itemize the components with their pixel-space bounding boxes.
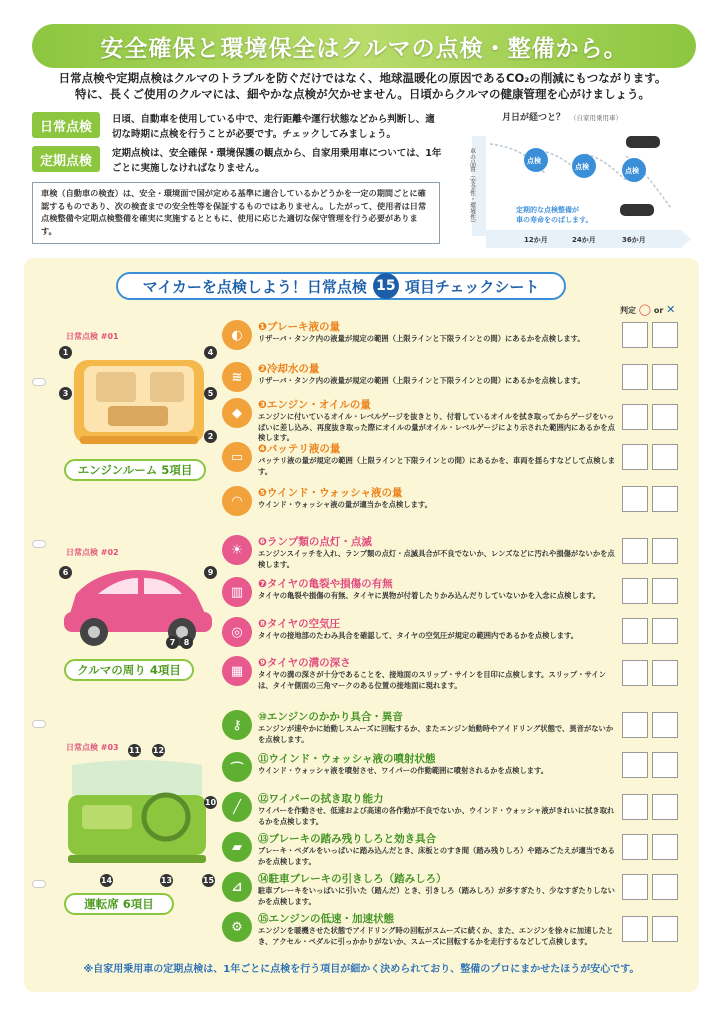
parking-brake-icon: ⊿: [222, 872, 252, 902]
check-item-5: [222, 486, 617, 516]
check-item-11: [222, 752, 617, 782]
check-item-10: [222, 710, 617, 745]
section1-label: 日常点検 #01: [66, 332, 119, 341]
item-title: ❶ブレーキ液の量: [258, 321, 340, 333]
daily-desc: 日頃、自動車を使用している中で、走行距離や運行状態などから判断し、適切な時期に点検を行うことが必要です。チェックしてみましょう。: [112, 114, 435, 140]
item-title: ⑫ワイパーの拭き取り能力: [258, 793, 384, 805]
check-label-2: 点検: [575, 163, 589, 171]
binder-hole: [32, 880, 46, 888]
marker-6: 6: [59, 566, 72, 579]
check-item-3: [222, 398, 617, 444]
item-desc: エンジンスイッチを入れ、ランプ類の点灯・点滅具合が不良でないか、レンズなどに汚れや損傷がないかを点検します。: [258, 549, 615, 569]
graph-question: 月日が経つと？: [502, 113, 566, 123]
periodic-desc: 定期点検は、安全確保・環境保護の観点から、自家用乗用車については、1年ごとに実施しなければなりません。: [112, 148, 442, 174]
tire-damage-icon: ▥: [222, 577, 252, 607]
marker-11: 11: [128, 746, 141, 755]
x-tick-12: 12か月: [524, 236, 548, 244]
judge-box-ok[interactable]: [622, 752, 648, 778]
graph-yaxis: 車の品質（安全性・環境性）: [468, 148, 476, 226]
check-item-6: [222, 535, 617, 570]
judge-box-ok[interactable]: [622, 404, 648, 430]
item-desc: タイヤの接地部のたわみ具合を確認して、タイヤの空気圧が規定の範囲内であるかを点検します。: [258, 631, 579, 640]
judge-box-ng[interactable]: [652, 538, 678, 564]
judge-box-ng[interactable]: [652, 834, 678, 860]
daily-definition: [32, 112, 442, 142]
judge-box-ng[interactable]: [652, 444, 678, 470]
judge-cross-icon: ✕: [666, 303, 676, 316]
judge-box-ng[interactable]: [652, 404, 678, 430]
judge-box-ok[interactable]: [622, 660, 648, 686]
item-desc: エンジンに付いているオイル・レベルゲージを抜きとり、付着しているオイルを拭き取ってからゲージをいっぱいに差し込み、再度抜き取った際にオイルの量がオイル・レベルゲージにより示された範囲内にあるかを点検します。: [258, 412, 615, 442]
marker-5: 5: [204, 387, 217, 400]
washer-spray-icon: ⌒: [222, 752, 252, 782]
section3-label: 日常点検 #03: [66, 743, 119, 752]
item-desc: タイヤの亀裂や損傷の有無、タイヤに異物が付着したりかみ込んだりしていないかを入念に点検します。: [258, 591, 601, 600]
item-title: ❹バッテリ液の量: [258, 443, 341, 455]
item-title: ⑬ブレーキの踏み残りしろと効き具合: [258, 833, 437, 845]
judge-box-ok[interactable]: [622, 322, 648, 348]
judge-box-ng[interactable]: [652, 916, 678, 942]
graph-question-sub: （自家用乗用車）: [570, 114, 622, 122]
marker-1: 1: [59, 346, 72, 359]
judge-box-ok[interactable]: [622, 794, 648, 820]
shaken-note: 車検（自動車の検査）は、安全・環境面で国が定める基準に適合しているかどうかを一定の期間ごとに確認するものであり、次の検査までの安全性等を保証するものではありません。したがって、使用者は日常点検整備や定期点検整備を確実に実施するとともに、使用に応じた適切な保守管理を行う必要があります。: [32, 182, 440, 244]
judge-box-ok[interactable]: [622, 486, 648, 512]
x-tick-36: 36か月: [622, 236, 646, 244]
item-title: ❸エンジン・オイルの量: [258, 399, 371, 411]
binder-hole: [32, 378, 46, 386]
check-item-2: [222, 362, 617, 392]
item-desc: エンジンを暖機させた状態でアイドリング時の回転がスムーズに続くか、また、エンジンを徐々に加速したとき、アクセル・ペダルに引っかかりがないか、スムーズに回転するかを走行するなどして点検します。: [258, 926, 614, 946]
marker-4: 4: [204, 346, 217, 359]
judge-box-ok[interactable]: [622, 538, 648, 564]
brake-fluid-icon: ◐: [222, 320, 252, 350]
judge-box-ng[interactable]: [652, 578, 678, 604]
judge-box-ng[interactable]: [652, 752, 678, 778]
judge-box-ng[interactable]: [652, 660, 678, 686]
tire-tread-icon: ▦: [222, 656, 252, 686]
judge-box-ok[interactable]: [622, 874, 648, 900]
sheet-title-post: 項目チェックシート: [404, 277, 540, 296]
judge-box-ok[interactable]: [622, 618, 648, 644]
check-item-7: [222, 577, 617, 607]
good-car-icon: [626, 136, 660, 148]
check-item-12: [222, 792, 617, 827]
engine-speed-icon: ⚙: [222, 912, 252, 942]
lamp-icon: ☀: [222, 535, 252, 565]
item-desc: タイヤの溝の深さが十分であることを、接地面のスリップ・サインを目印に点検します。スリップ・サインは、タイヤ側面の三角マークのある位置の接地面に現れます。: [258, 670, 606, 690]
check-item-4: [222, 442, 617, 477]
item-desc: ワイパーを作動させ、低速および高速の各作動が不良でないか、ウインド・ウォッシャ液がきれいに拭き取れるかを点検します。: [258, 806, 615, 826]
item-desc: バッテリ液の量が規定の範囲（上限ラインと下限ラインとの間）にあるかを、車両を揺らすなどして点検します。: [258, 456, 616, 476]
item-desc: ウインド・ウォッシャ液の量が適当かを点検します。: [258, 500, 432, 509]
item-desc: エンジンが速やかに始動しスムーズに回転するか、またエンジン始動時やアイドリング状態で、異音がないかを点検します。: [258, 724, 614, 744]
daily-tag: 日常点検: [32, 112, 100, 138]
x-tick-24: 24か月: [572, 236, 596, 244]
judge-box-ok[interactable]: [622, 364, 648, 390]
item-title: ⑮エンジンの低速・加速状態: [258, 913, 394, 925]
judge-box-ng[interactable]: [652, 794, 678, 820]
item-title: ⑪ウインド・ウォッシャ液の噴射状態: [258, 753, 436, 765]
title-banner: [32, 24, 696, 68]
check-item-14: [222, 872, 617, 907]
footnote: ※自家用乗用車の定期点検は、1年ごとに点検を行う項目が細かく決められており、整備のプロにまかせたほうが安心です。: [83, 964, 640, 975]
marker-2: 2: [204, 430, 217, 443]
broken-car-icon: [620, 204, 654, 216]
tire-pressure-icon: ◎: [222, 617, 252, 647]
marker-10: 10: [204, 798, 217, 807]
binder-hole: [32, 720, 46, 728]
engine-key-icon: ⚷: [222, 710, 252, 740]
judge-box-ng[interactable]: [652, 618, 678, 644]
coolant-icon: ≋: [222, 362, 252, 392]
section1-name: エンジンルーム 5項目: [64, 459, 206, 481]
washer-fluid-icon: ◠: [222, 486, 252, 516]
lifespan-graph: [466, 108, 694, 248]
check-item-8: [222, 617, 617, 647]
judge-box-ok[interactable]: [622, 578, 648, 604]
item-title: ❷冷却水の量: [258, 363, 320, 375]
check-item-13: [222, 832, 617, 867]
judge-box-ok[interactable]: [622, 712, 648, 738]
check-item-1: [222, 320, 617, 350]
section2-label: 日常点検 #02: [66, 548, 119, 557]
marker-9: 9: [204, 566, 217, 579]
marker-14: 14: [100, 876, 113, 885]
sheet-title: [116, 272, 566, 300]
intro-line-2: 特に、長くご使用のクルマには、細やかな点検が欠かせません。日頃からクルマの健康管理を心がけましょう。: [75, 87, 650, 101]
section3-name: 運転席 6項目: [64, 893, 174, 915]
item-title: ❽タイヤの空気圧: [258, 618, 341, 630]
marker-12: 12: [152, 746, 165, 755]
engine-room-illustration: [60, 340, 220, 460]
driver-seat-illustration: [62, 755, 212, 870]
periodic-tag: 定期点検: [32, 146, 100, 172]
judge-box-ng[interactable]: [652, 712, 678, 738]
car-exterior-illustration: [58, 560, 218, 650]
item-title: ⑩エンジンのかかり具合・異音: [258, 711, 403, 723]
judge-box-ok[interactable]: [622, 834, 648, 860]
marker-7: 7: [166, 636, 179, 649]
item-title: ❻ランプ類の点灯・点滅: [258, 536, 372, 548]
marker-13: 13: [160, 876, 173, 885]
judge-box-ng[interactable]: [652, 486, 678, 512]
engine-oil-icon: ◆: [222, 398, 252, 428]
marker-3: 3: [59, 387, 72, 400]
judge-circle-icon: ◯: [638, 303, 652, 316]
check-item-9: [222, 656, 617, 691]
judge-box-ng[interactable]: [652, 874, 678, 900]
brake-pedal-icon: ▰: [222, 832, 252, 862]
item-title: ❾タイヤの溝の深さ: [258, 657, 351, 669]
item-title: ⑭駐車ブレーキの引きしろ（踏みしろ）: [258, 873, 447, 885]
binder-hole: [32, 540, 46, 548]
check-item-15: [222, 912, 617, 947]
check-label-3: 点検: [625, 167, 639, 175]
item-desc: ブレーキ・ペダルをいっぱいに踏み込んだとき、床板とのすき間（踏み残りしろ）や踏みごたえが適当であるかを点検します。: [258, 846, 615, 866]
item-desc: リザーバ・タンク内の液量が規定の範囲（上限ラインと下限ラインとの間）にあるかを点検します。: [258, 334, 585, 343]
wiper-icon: ╱: [222, 792, 252, 822]
judge-box-ok[interactable]: [622, 444, 648, 470]
sheet-title-num: 15: [373, 273, 399, 299]
item-desc: ウインド・ウォッシャ液を噴射させ、ワイパーの作動範囲に噴射されるかを点検します。: [258, 766, 549, 775]
battery-icon: ▭: [222, 442, 252, 472]
judge-header: [620, 303, 675, 316]
page-title: 安全確保と環境保全はクルマの点検・整備から。: [100, 35, 628, 62]
intro-text: [20, 70, 705, 102]
judge-box-ng[interactable]: [652, 322, 678, 348]
periodic-definition: [32, 146, 442, 176]
graph-note-2: 車の寿命をのばします。: [516, 216, 593, 224]
item-desc: 駐車ブレーキをいっぱいに引いた（踏んだ）とき、引きしろ（踏みしろ）が多すぎたり、少なすぎたりしないかを点検します。: [258, 886, 615, 906]
marker-8: 8: [180, 636, 193, 649]
intro-line-1: 日常点検や定期点検はクルマのトラブルを防ぐだけではなく、地球温暖化の原因であるCO₂の削減にもつながります。: [58, 71, 667, 85]
judge-or: or: [653, 306, 664, 315]
judge-box-ok[interactable]: [622, 916, 648, 942]
check-label-1: 点検: [527, 157, 541, 165]
graph-note-1: 定期的な点検整備が: [516, 206, 579, 214]
item-desc: リザーバ・タンク内の液量が規定の範囲（上限ラインと下限ラインとの間）にあるかを点検します。: [258, 376, 585, 385]
section2-name: クルマの周り 4項目: [64, 659, 194, 681]
sheet-title-pre: マイカーを点検しよう！日常点検: [142, 277, 367, 296]
judge-prefix: 判定: [620, 306, 636, 315]
marker-15: 15: [202, 876, 215, 885]
item-title: ❺ウインド・ウォッシャ液の量: [258, 487, 403, 499]
item-title: ❼タイヤの亀裂や損傷の有無: [258, 578, 393, 590]
judge-box-ng[interactable]: [652, 364, 678, 390]
